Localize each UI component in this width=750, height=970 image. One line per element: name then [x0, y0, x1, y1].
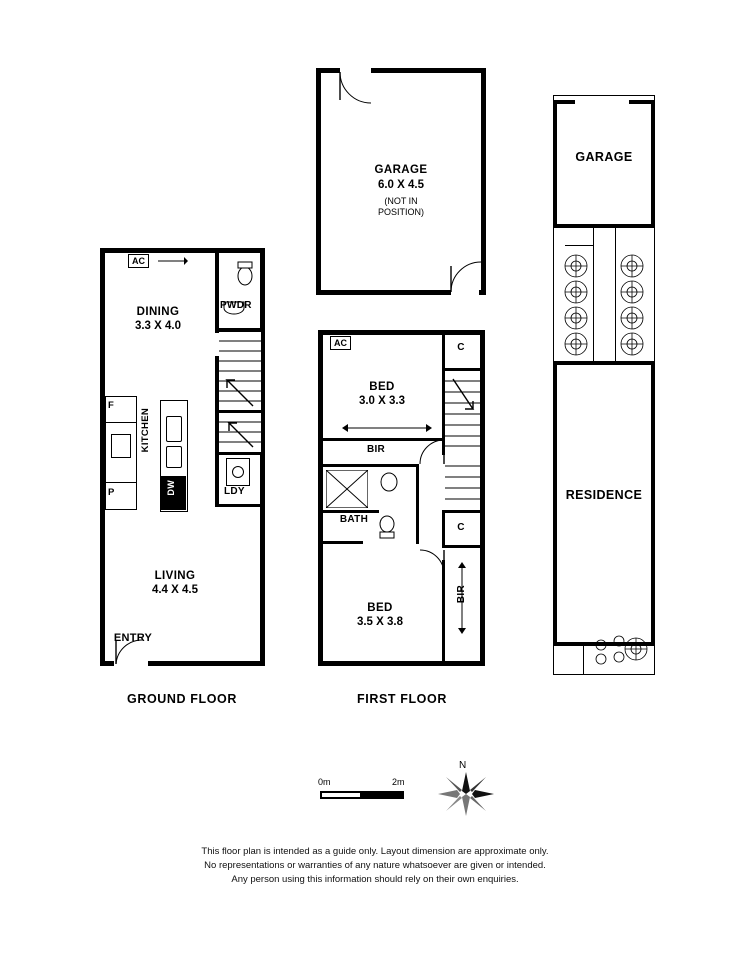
site-plan [553, 95, 655, 675]
first-stairs-upper [445, 371, 480, 455]
garage-bottom-door [449, 260, 483, 294]
site-res-top [553, 361, 655, 365]
ff-wall-bath-bottom [323, 510, 379, 513]
ff-wall-c-top-left [442, 335, 445, 371]
site-planting-left [559, 253, 593, 358]
entry-label: ENTRY [113, 632, 153, 644]
ff-wall-right [480, 330, 485, 666]
dining-dim: 3.3 X 4.0 [134, 320, 182, 332]
ff-wall-bottom [318, 661, 485, 666]
bath-toilet-icon [376, 514, 398, 540]
bed1-dim: 3.0 X 3.3 [358, 395, 406, 407]
powder-toilet-icon [234, 260, 256, 286]
bath-basin-icon [378, 472, 400, 492]
ff-wall-bir-bottom [323, 464, 418, 467]
site-garage-label: GARAGE [575, 150, 633, 164]
disclaimer-line-3: Any person using this information should rely on their own enquiries. [231, 874, 519, 885]
gf-wall-ldy-bottom [215, 504, 261, 507]
site-garage-left [553, 100, 557, 228]
ff-wall-bath-bottom2 [323, 541, 363, 544]
site-path-line-top [565, 245, 593, 246]
site-planting-right [615, 253, 649, 358]
ff-wall-c-bottom-left [442, 513, 445, 548]
gf-wall-top [100, 248, 265, 253]
ff-wall-bath-right [416, 464, 419, 544]
scale-end-label: 2m [392, 777, 405, 787]
cooktop-burners [111, 434, 131, 458]
bath-label: BATH [339, 514, 369, 525]
site-path-line-left [593, 228, 594, 361]
scale-start-label: 0m [318, 777, 331, 787]
compass-rose [438, 772, 494, 816]
ac-box-first: AC [330, 336, 351, 350]
pantry-label: P [108, 487, 115, 498]
compass-north-label: N [459, 760, 467, 771]
cupboard-top-label: C [457, 342, 465, 353]
living-dim: 4.4 X 4.5 [151, 584, 199, 596]
powder-label: PWDR [220, 300, 252, 311]
laundry-trough-bowl [232, 466, 244, 478]
living-label: LIVING [154, 570, 196, 582]
garage-label: GARAGE [374, 164, 428, 176]
ff-wall-bir-right [442, 560, 445, 661]
dishwasher-label: DW [166, 480, 176, 496]
ac-box-ground: AC [128, 254, 149, 268]
kitchen-label: KITCHEN [140, 408, 151, 453]
cooktop [166, 416, 182, 442]
bed1-door [418, 438, 446, 466]
ac-arrow-icon [158, 254, 188, 268]
ff-wall-top [318, 330, 485, 335]
first-stairs-lower [445, 455, 480, 510]
site-res-right [651, 361, 655, 646]
site-rear-line [583, 646, 584, 674]
ff-wall-stair-bottom [442, 510, 480, 513]
site-garage-right [651, 100, 655, 228]
garage-note-line1: (NOT IN [384, 196, 418, 206]
bed1-dim-arrow [342, 422, 432, 434]
sink [166, 446, 182, 468]
bed1-label: BED [369, 381, 395, 393]
site-residence-label: RESIDENCE [565, 488, 643, 502]
garage-wall-left [316, 68, 321, 295]
bed2-dim: 3.5 X 3.8 [356, 616, 404, 628]
disclaimer-line-1: This floor plan is intended as a guide only. Layout dimension are approximate only. [201, 846, 549, 857]
gf-wall-right [260, 248, 265, 666]
gf-wall-service-left [215, 253, 219, 333]
site-res-left [553, 361, 557, 646]
fridge-label: F [108, 400, 115, 411]
first-floor-title: FIRST FLOOR [357, 692, 447, 706]
shower-icon [326, 470, 368, 508]
site-garage-bottom [553, 224, 655, 228]
disclaimer-line-2: No representations or warranties of any nature whatsoever are given or intended. [204, 860, 546, 871]
dining-label: DINING [136, 306, 180, 318]
ground-stairs [219, 332, 261, 410]
ground-stairs-lower [219, 413, 261, 452]
cupboard-bottom-label: C [457, 522, 465, 533]
bed2-label: BED [367, 602, 393, 614]
bir-top-label: BIR [366, 444, 386, 455]
ground-floor-title: GROUND FLOOR [127, 692, 237, 706]
ff-wall-c-bottom-bottom [442, 545, 480, 548]
scale-bar-fill [360, 791, 404, 799]
garage-wall-bottom-left [316, 290, 451, 295]
garage-dim: 6.0 X 4.5 [377, 179, 425, 191]
bir-right-label: BIR [456, 585, 467, 604]
garage-wall-top-right [371, 68, 486, 73]
laundry-label: LDY [224, 486, 245, 497]
site-rear-planting [589, 627, 651, 675]
garage-top-door [337, 70, 373, 104]
gf-wall-ldy-top [215, 452, 261, 455]
site-boundary-top [553, 95, 655, 96]
garage-note-line2: POSITION) [377, 207, 424, 217]
scale-bar-tick-left [320, 791, 322, 799]
scale-bar [320, 791, 404, 799]
